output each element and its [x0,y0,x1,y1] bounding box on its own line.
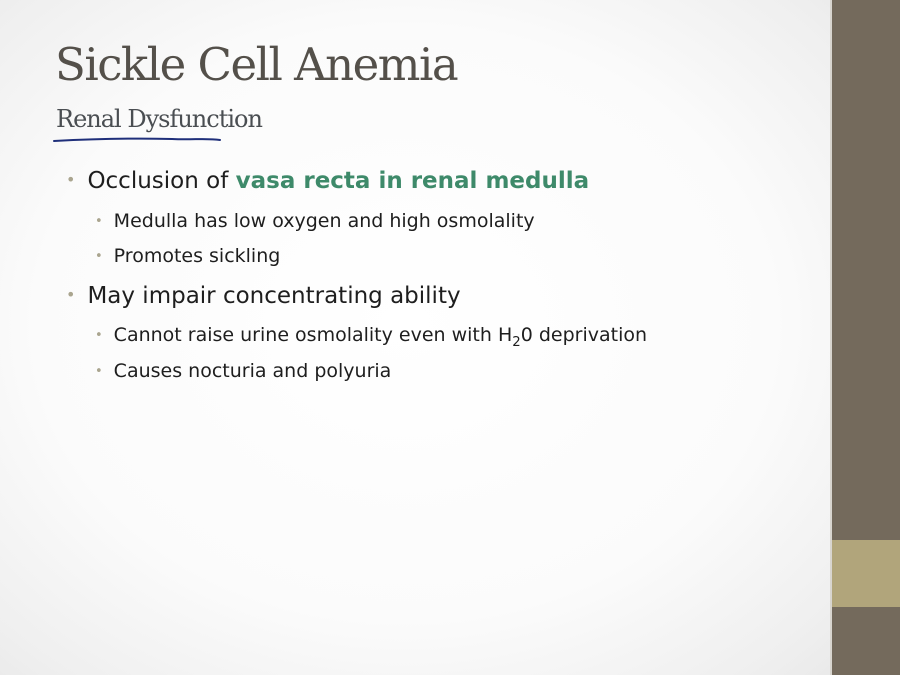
highlighted-term: vasa recta in renal medulla [235,168,590,194]
sub-bullet-text: Medulla has low oxygen and high osmolality [113,210,535,232]
sub-bullet-item [95,210,535,232]
bullet-dot: • [95,364,103,379]
sub-bullet-text-after: 0 deprivation [520,324,648,346]
sub-bullet-item [95,324,647,350]
subscript: 2 [512,334,521,350]
bullet-dot: • [66,170,76,189]
side-decoration-panel [830,0,900,675]
sub-bullet-item [95,360,391,382]
side-accent-block [832,540,900,607]
bullet-item [66,283,461,309]
bullet-text: May impair concentrating ability [87,283,461,309]
sub-bullet-text: Cannot raise urine osmolality even with H [113,324,513,346]
slide-subtitle: Renal Dysfunction [56,105,262,133]
bullet-item [66,168,589,194]
bullet-dot: • [95,214,103,229]
bullet-dot: • [95,249,103,264]
bullet-dot: • [66,285,76,304]
sub-bullet-text: Promotes sickling [113,245,281,267]
sub-bullet-text: Causes nocturia and polyuria [113,360,392,382]
bullet-dot: • [95,328,103,343]
bullet-text: Occlusion of [87,168,236,194]
slide-title: Sickle Cell Anemia [55,38,458,91]
sub-bullet-item [95,245,280,267]
